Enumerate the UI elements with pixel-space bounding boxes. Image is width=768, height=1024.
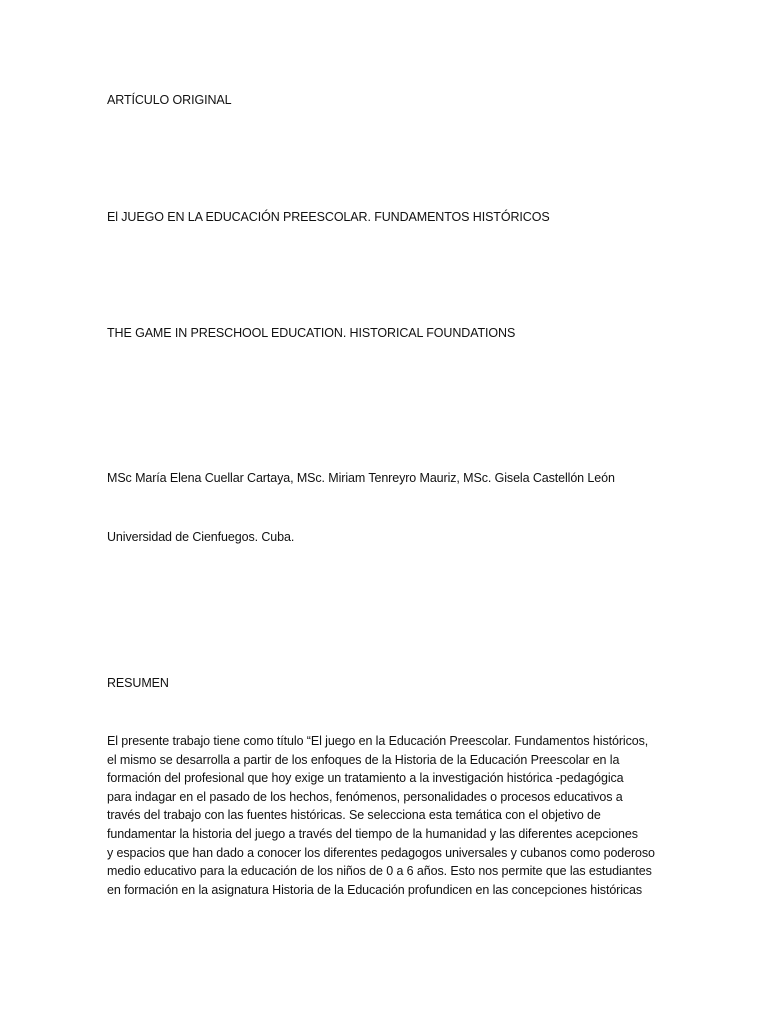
section-label: ARTÍCULO ORIGINAL — [107, 93, 232, 107]
title-spanish: El JUEGO EN LA EDUCACIÓN PREESCOLAR. FUNDAMENTOS HISTÓRICOS — [107, 210, 550, 224]
abstract-line: fundamentar la historia del juego a través del tiempo de la humanidad y las diferentes acepciones — [107, 826, 638, 841]
abstract-line: medio educativo para la educación de los niños de 0 a 6 años. Esto nos permite que las estudiantes — [107, 864, 652, 879]
abstract-line: en formación en la asignatura Historia de la Educación profundicen en las concepciones históricas — [107, 882, 643, 897]
abstract-line: formación del profesional que hoy exige un tratamiento a la investigación histórica -pedagógica — [107, 771, 624, 786]
abstract-body — [107, 732, 667, 899]
abstract-line: El presente trabajo tiene como título “El juego en la Educación Preescolar. Fundamentos históricos, — [107, 734, 649, 748]
abstract-line: y espacios que han dado a conocer los diferentes pedagogos universales y cubanos como poderoso — [107, 845, 655, 860]
title-english: THE GAME IN PRESCHOOL EDUCATION. HISTORICAL FOUNDATIONS — [107, 326, 516, 340]
abstract-line: para indagar en el pasado de los hechos, fenómenos, personalidades o procesos educativos a — [107, 789, 623, 804]
abstract-heading: RESUMEN — [107, 676, 169, 690]
affiliation: Universidad de Cienfuegos. Cuba. — [107, 530, 295, 544]
authors: MSc María Elena Cuellar Cartaya, MSc. Miriam Tenreyro Mauriz, MSc. Gisela Castellón León — [107, 471, 615, 485]
abstract-line: través del trabajo con las fuentes históricas. Se selecciona esta temática con el objetivo de — [107, 808, 601, 823]
abstract-line: el mismo se desarrolla a partir de los enfoques de la Historia de la Educación Preescolar en la — [107, 752, 620, 767]
